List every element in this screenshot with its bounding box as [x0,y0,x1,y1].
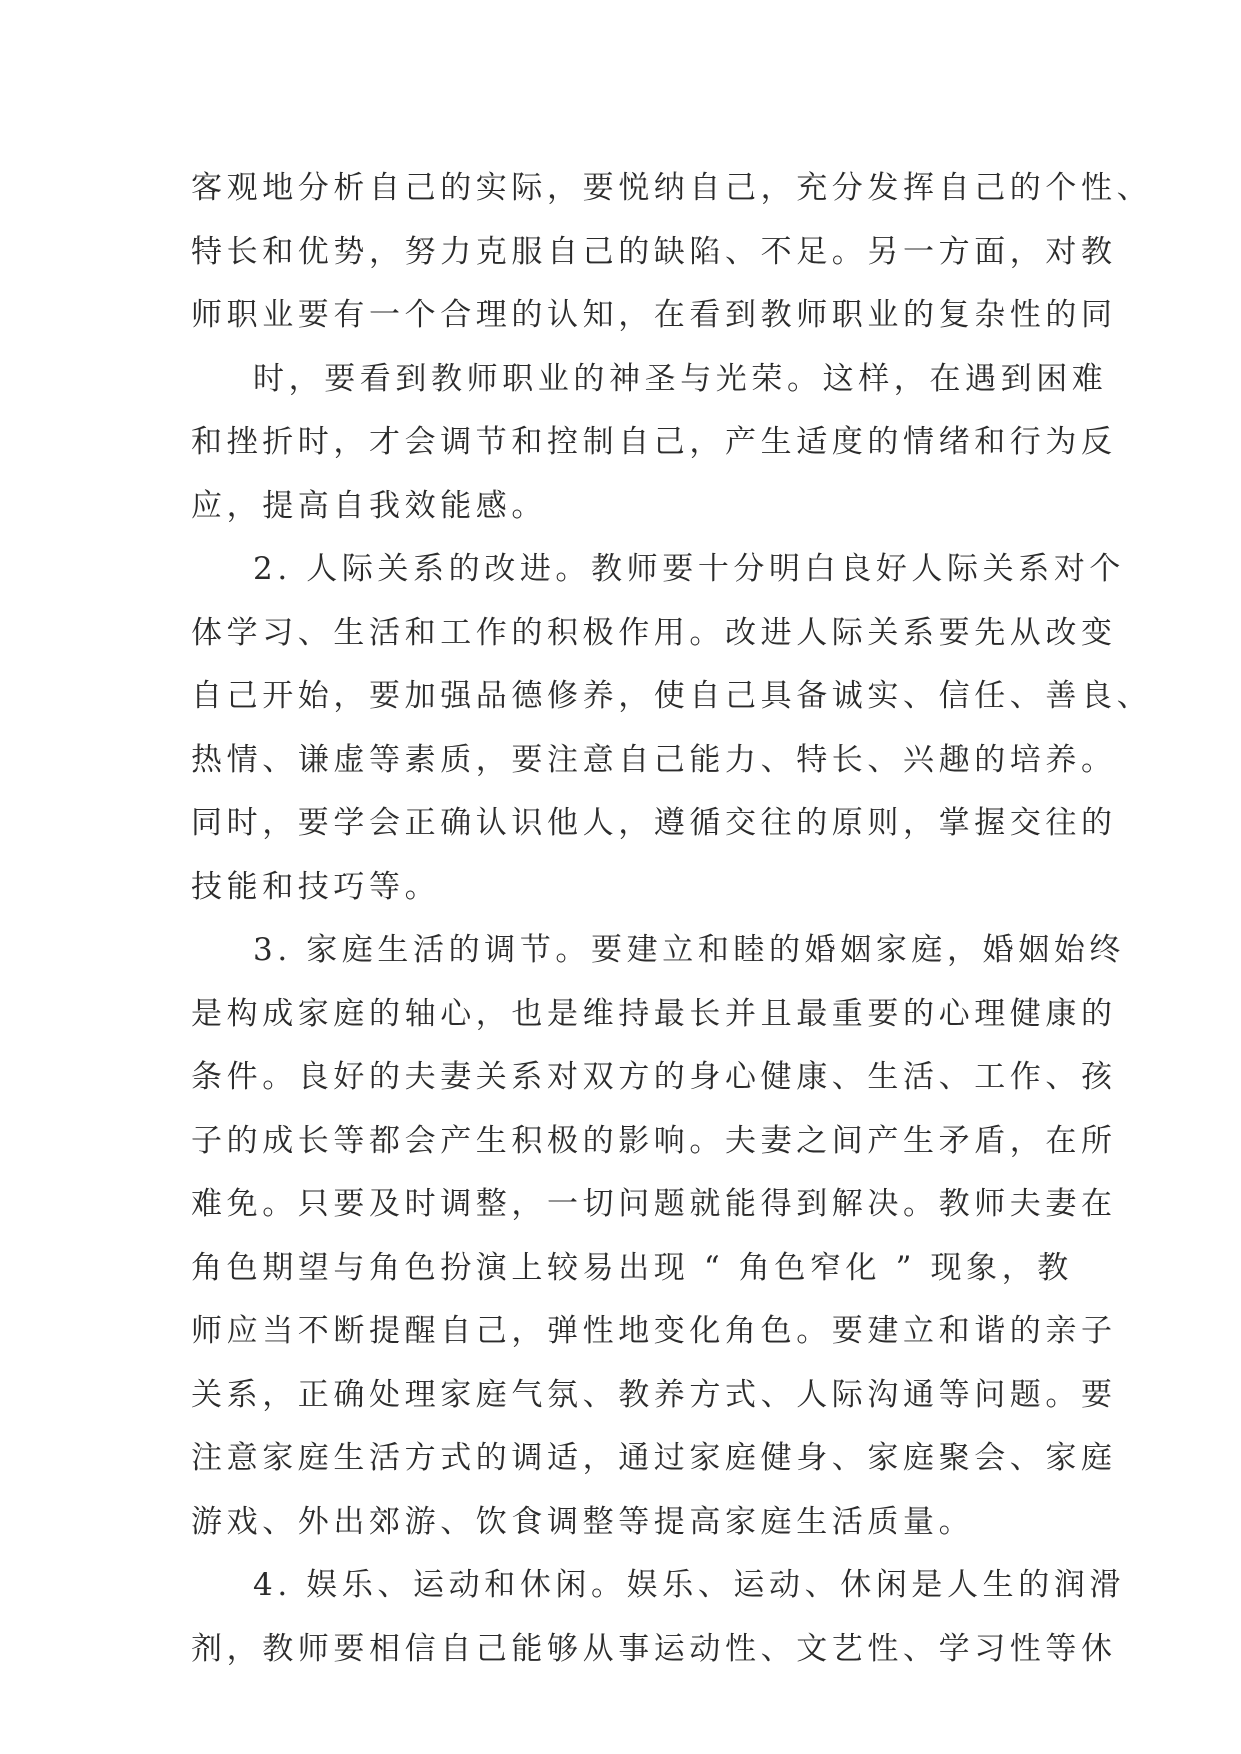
text-line: 剂，教师要相信自己能够从事运动性、文艺性、学习性等休 [191,1630,1117,1667]
text-line: 游戏、外出郊游、饮食调整等提高家庭生活质量。 [191,1503,975,1540]
text-line: 4. 娱乐、运动和休闲。娱乐、运动、休闲是人生的润滑 [253,1567,1126,1603]
text-line: 时，要看到教师职业的神圣与光荣。这样，在遇到困难 [253,360,1108,397]
text-line: 自己开始，要加强品德修养，使自己具备诚实、信任、善良、 [191,678,1153,714]
text-line: 师职业要有一个合理的认知，在看到教师职业的复杂性的同 [191,297,1117,333]
text-line: 注意家庭生活方式的调适，通过家庭健身、家庭聚会、家庭 [191,1440,1117,1476]
text-line: 条件。良好的夫妻关系对双方的身心健康、生活、工作、孩 [191,1059,1117,1095]
text-line: 热情、谦虚等素质，要注意自己能力、特长、兴趣的培养。 [191,741,1117,778]
text-line: 2. 人际关系的改进。教师要十分明白良好人际关系对个 [253,551,1126,587]
text-line: 是构成家庭的轴心，也是维持最长并且最重要的心理健康的 [191,995,1117,1032]
text-line: 3. 家庭生活的调节。要建立和睦的婚姻家庭，婚姻始终 [253,932,1126,968]
body-text [191,157,1153,1681]
text-line: 难免。只要及时调整，一切问题就能得到解决。教师夫妻在 [191,1186,1117,1222]
text-line: 技能和技巧等。 [191,868,441,905]
text-line: 应，提高自我效能感。 [191,487,547,524]
text-line: 客观地分析自己的实际，要悦纳自己，充分发挥自己的个性、 [191,170,1153,206]
text-line: 角色期望与角色扮演上较易出现 “ 角色窄化 ” 现象，教 [191,1249,1073,1286]
text-line: 子的成长等都会产生积极的影响。夫妻之间产生矛盾，在所 [191,1122,1117,1159]
text-line: 体学习、生活和工作的积极作用。改进人际关系要先从改变 [191,614,1117,651]
text-line: 特长和优势，努力克服自己的缺陷、不足。另一方面，对教 [191,233,1117,270]
text-line: 关系，正确处理家庭气氛、教养方式、人际沟通等问题。要 [191,1376,1117,1413]
text-line: 同时，要学会正确认识他人，遵循交往的原则，掌握交往的 [191,805,1117,841]
text-line: 和挫折时，才会调节和控制自己，产生适度的情绪和行为反 [191,424,1117,460]
text-line: 师应当不断提醒自己，弹性地变化角色。要建立和谐的亲子 [191,1313,1117,1349]
